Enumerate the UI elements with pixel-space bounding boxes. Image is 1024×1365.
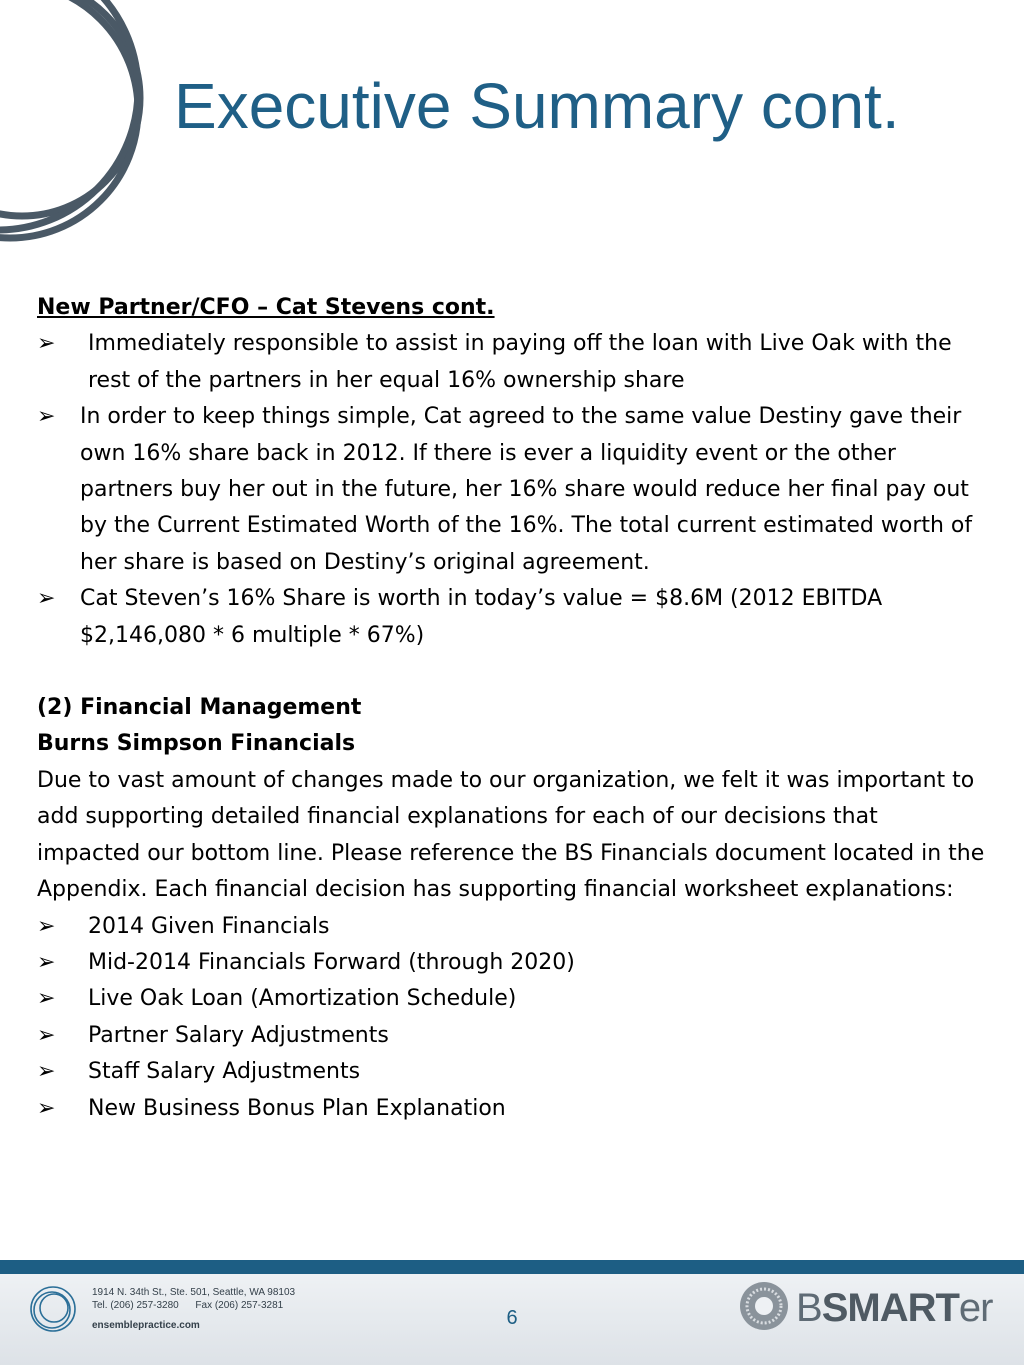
bullet-text: Staff Salary Adjustments [88,1059,361,1085]
bullet-text: 2014 Given Financials [88,913,330,939]
footer-accent-bar [0,1260,1024,1274]
list-item [37,981,987,1017]
footer-address [92,1286,295,1312]
brand-part: B [796,1286,822,1330]
page-number: 6 [506,1307,518,1329]
bullet-text: Live Oak Loan (Amortization Schedule) [88,986,517,1012]
decorative-rings-icon [0,0,190,250]
footer-website-link[interactable]: ensemblepractice.com [92,1320,200,1331]
list-item [37,1018,987,1054]
contact-line: Tel. (206) 257-3280 Fax (206) 257-3281 [92,1300,284,1311]
cfo-bullet-list [37,326,987,399]
financials-bullet-list [37,909,987,1127]
list-item [37,909,987,945]
bullet-text: New Business Bonus Plan Explanation [88,1095,506,1121]
arrow-bullet-icon: ➢ [37,331,56,357]
list-item [37,326,987,399]
list-item [37,1054,987,1090]
section-subheading: Burns Simpson Financials [37,731,356,757]
cfo-bullet-list-2 [37,399,987,654]
arrow-bullet-icon: ➢ [37,949,56,975]
bullet-text: Immediately responsible to assist in paying off the loan with Live Oak with the rest of the partners in her equal 16% ownership share [88,331,952,393]
page-title: Executive Summary cont. [174,70,900,142]
list-item [37,581,987,654]
bullet-text: In order to keep things simple, Cat agreed to the same value Destiny gave their own 16% share back in 2012. If there is ever a liquidity event or the other partners buy her out in the future, her 16% share would reduce her final pay out by the Current Estimated Worth of the 16%. The total current estimated worth of her share is based on Destiny’s original agreement. [80,404,973,575]
section-heading-financial-management: (2) Financial Management [37,695,362,721]
arrow-bullet-icon: ➢ [37,1059,56,1085]
list-item [37,945,987,981]
arrow-bullet-icon: ➢ [37,1095,56,1121]
brand-part: er [958,1286,993,1330]
arrow-bullet-icon: ➢ [37,404,56,430]
brand-part: SMART [821,1286,959,1330]
section-paragraph: Due to vast amount of changes made to our organization, we felt it was important to add supporting detailed financial explanations for each of our decisions that impacted our bottom line. Please reference the BS Financials document located in the Appendix. Each financial decision has supporting financial worksheet explanations: [37,767,985,903]
arrow-bullet-icon: ➢ [37,913,56,939]
slide-content [37,290,987,1127]
arrow-bullet-icon: ➢ [37,586,56,612]
bullet-text: Partner Salary Adjustments [88,1022,389,1048]
ensemble-logo-icon [28,1284,78,1334]
bullet-text: Mid-2014 Financials Forward (through 2020) [88,949,575,975]
brand-wordmark [796,1284,992,1332]
bsmarter-logo-icon [738,1280,790,1332]
address-line: 1914 N. 34th St., Ste. 501, Seattle, WA 98103 [92,1287,296,1298]
arrow-bullet-icon: ➢ [37,986,56,1012]
bullet-text: Cat Steven’s 16% Share is worth in today’s value = $8.6M (2012 EBITDA $2,146,080 * 6 multiple * 67%) [80,586,883,648]
section-heading-cfo: New Partner/CFO – Cat Stevens cont. [37,295,495,320]
arrow-bullet-icon: ➢ [37,1022,56,1048]
list-item [37,399,987,581]
list-item [37,1091,987,1127]
